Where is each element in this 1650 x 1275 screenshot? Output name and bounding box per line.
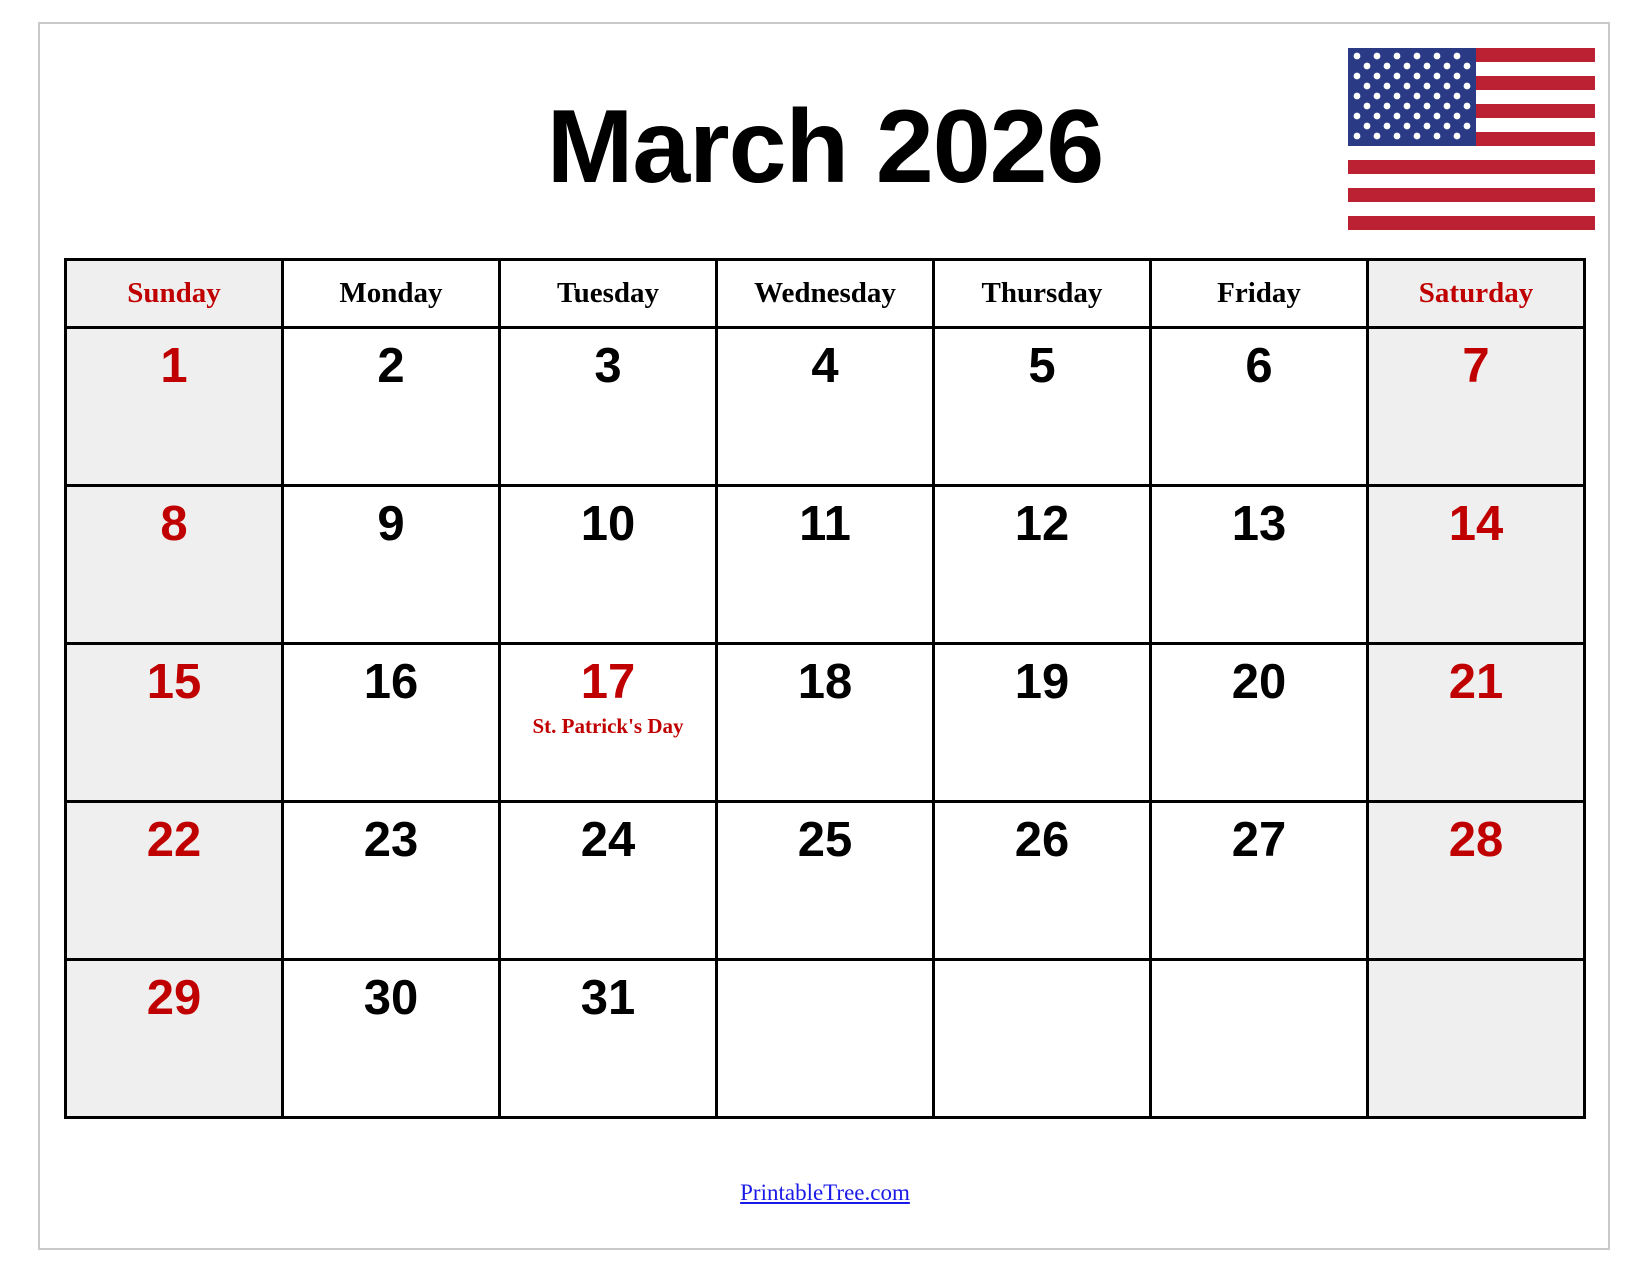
day-cell[interactable] — [283, 486, 500, 644]
usa-flag-icon — [1348, 48, 1596, 230]
day-number: 19 — [1014, 655, 1070, 709]
weekday-header-monday: Monday — [283, 260, 500, 328]
day-cell[interactable] — [66, 644, 283, 802]
day-number: 4 — [811, 339, 839, 393]
calendar-grid — [64, 258, 1586, 1119]
day-number: 6 — [1245, 339, 1273, 393]
day-cell-st-patricks-day[interactable] — [500, 644, 717, 802]
day-cell-empty[interactable] — [717, 960, 934, 1118]
weekday-header-tuesday: Tuesday — [500, 260, 717, 328]
day-cell[interactable] — [1368, 328, 1585, 486]
day-cell[interactable] — [1151, 802, 1368, 960]
day-number: 13 — [1231, 497, 1287, 551]
day-number: 9 — [377, 497, 405, 551]
calendar-week-row — [66, 644, 1585, 802]
day-cell-empty[interactable] — [1368, 960, 1585, 1118]
day-number: 11 — [799, 497, 851, 551]
footer — [0, 1180, 1650, 1206]
day-cell[interactable] — [934, 644, 1151, 802]
day-number: 16 — [363, 655, 419, 709]
day-number: 25 — [797, 813, 853, 867]
day-cell[interactable] — [283, 802, 500, 960]
day-number: 20 — [1231, 655, 1287, 709]
day-cell[interactable] — [717, 486, 934, 644]
day-cell[interactable] — [66, 328, 283, 486]
day-number: 2 — [377, 339, 405, 393]
day-number: 14 — [1448, 497, 1504, 551]
day-number: 29 — [146, 971, 202, 1025]
day-number: 1 — [160, 339, 188, 393]
day-cell[interactable] — [1368, 802, 1585, 960]
calendar-week-row — [66, 960, 1585, 1118]
calendar-week-row — [66, 328, 1585, 486]
day-cell[interactable] — [934, 486, 1151, 644]
day-number: 3 — [594, 339, 622, 393]
day-cell[interactable] — [283, 960, 500, 1118]
day-cell[interactable] — [283, 644, 500, 802]
day-number: 31 — [580, 971, 636, 1025]
day-number — [718, 961, 932, 973]
day-number: 7 — [1462, 339, 1490, 393]
day-number: 30 — [363, 971, 419, 1025]
weekday-header-sunday: Sunday — [66, 260, 283, 328]
day-number: 18 — [797, 655, 853, 709]
day-number: 24 — [580, 813, 636, 867]
weekday-header-wednesday: Wednesday — [717, 260, 934, 328]
day-cell[interactable] — [66, 960, 283, 1118]
day-cell[interactable] — [66, 802, 283, 960]
printabletree-link[interactable]: PrintableTree.com — [740, 1180, 910, 1205]
day-cell[interactable] — [500, 486, 717, 644]
day-cell[interactable] — [934, 328, 1151, 486]
day-number: 27 — [1231, 813, 1287, 867]
day-cell[interactable] — [717, 328, 934, 486]
day-cell-empty[interactable] — [1151, 960, 1368, 1118]
weekday-header-saturday: Saturday — [1368, 260, 1585, 328]
day-cell[interactable] — [1368, 644, 1585, 802]
day-cell[interactable] — [717, 802, 934, 960]
weekday-header-friday: Friday — [1151, 260, 1368, 328]
day-cell[interactable] — [500, 328, 717, 486]
day-number: 8 — [160, 497, 188, 551]
day-number: 5 — [1028, 339, 1056, 393]
day-number: 22 — [146, 813, 202, 867]
day-cell[interactable] — [283, 328, 500, 486]
day-cell[interactable] — [1151, 644, 1368, 802]
page-title: March 2026 — [546, 89, 1104, 205]
day-number: 28 — [1448, 813, 1504, 867]
day-cell[interactable] — [500, 960, 717, 1118]
day-cell[interactable] — [1368, 486, 1585, 644]
day-cell[interactable] — [1151, 486, 1368, 644]
day-cell[interactable] — [66, 486, 283, 644]
day-number: 26 — [1014, 813, 1070, 867]
day-number: 15 — [146, 655, 202, 709]
day-cell-empty[interactable] — [934, 960, 1151, 1118]
day-event: St. Patrick's Day — [532, 714, 684, 739]
day-cell[interactable] — [717, 644, 934, 802]
day-number — [935, 961, 1149, 973]
day-number: 21 — [1448, 655, 1504, 709]
day-cell[interactable] — [1151, 328, 1368, 486]
day-cell[interactable] — [500, 802, 717, 960]
day-number: 23 — [363, 813, 419, 867]
weekday-header-thursday: Thursday — [934, 260, 1151, 328]
weekday-header-row — [66, 260, 1585, 328]
day-number: 12 — [1014, 497, 1070, 551]
day-number — [1152, 961, 1366, 973]
calendar-week-row — [66, 802, 1585, 960]
day-number: 10 — [580, 497, 636, 551]
calendar-week-row — [66, 486, 1585, 644]
day-number: 17 — [580, 655, 636, 709]
day-cell[interactable] — [934, 802, 1151, 960]
day-number — [1369, 961, 1583, 973]
